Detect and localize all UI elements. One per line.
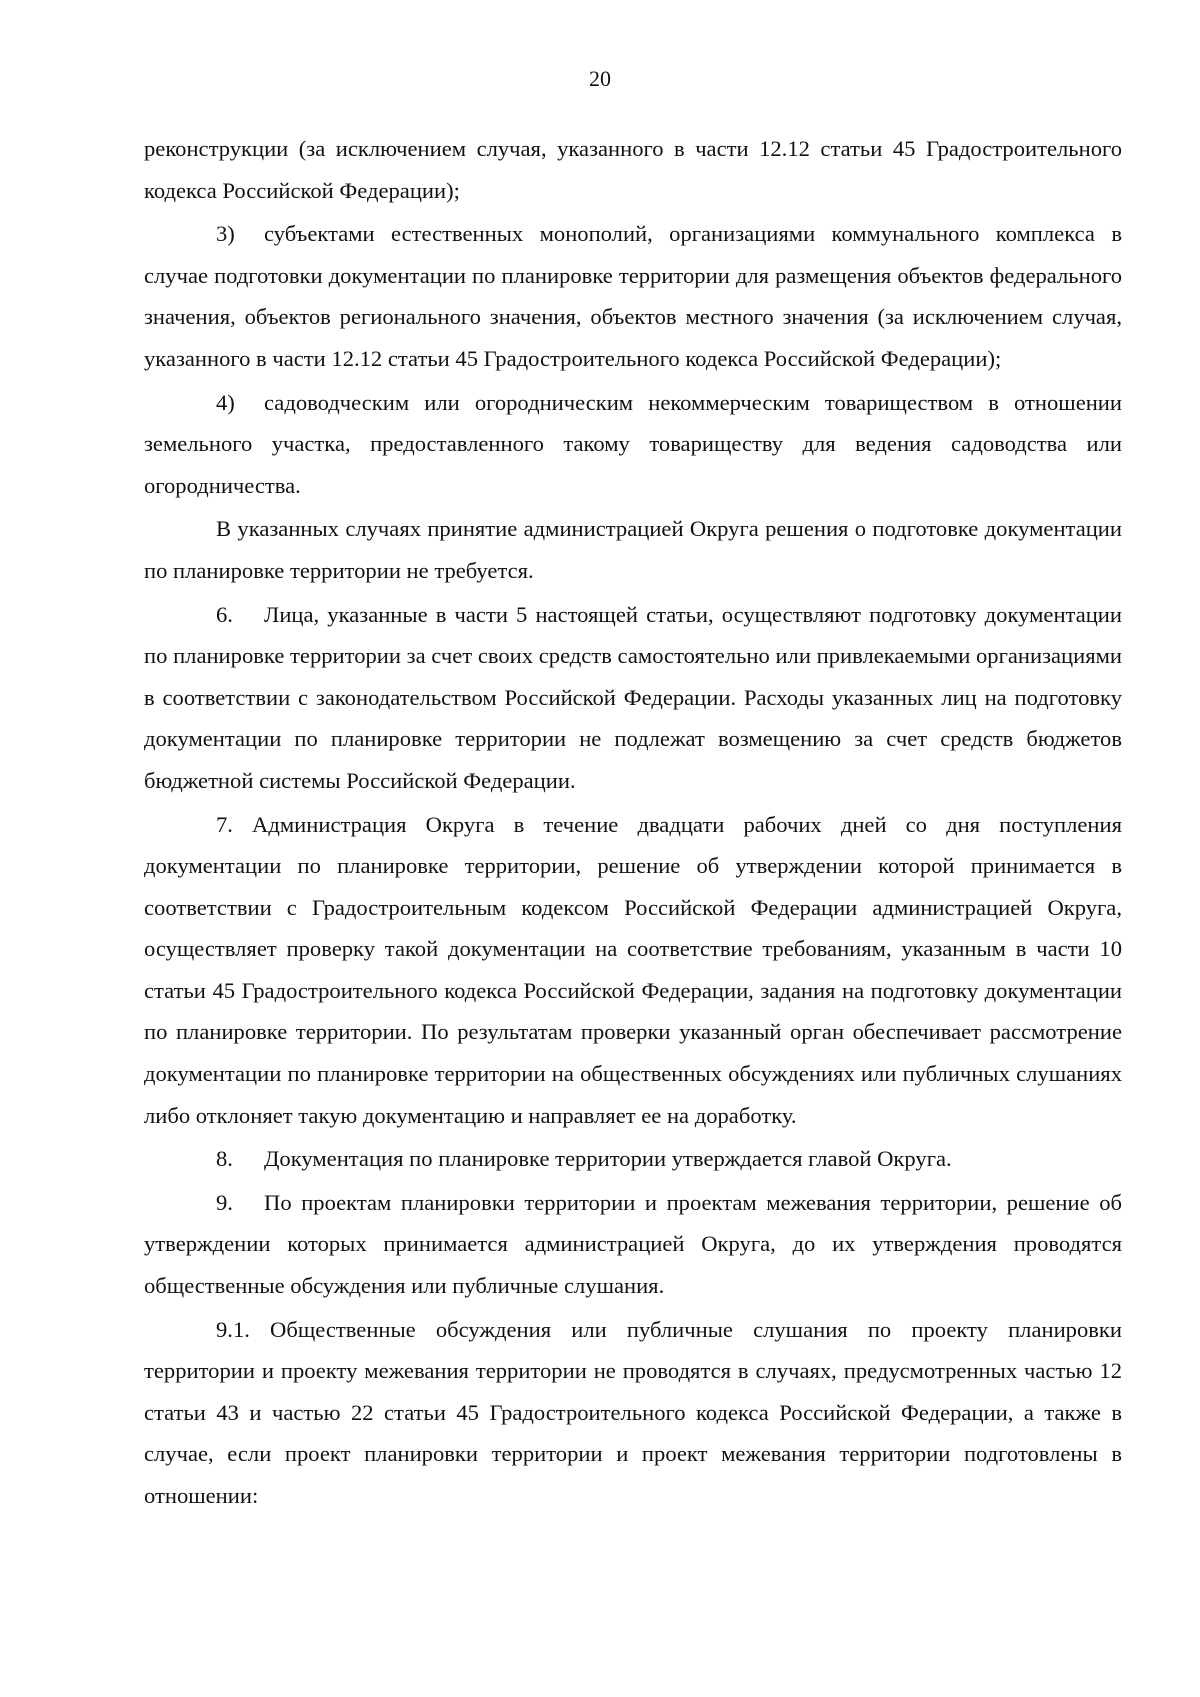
clause-text: По проектам планировки территории и проектам межевания территории, решение об утверждении которых принимается администрацией Округа, до их утверждения проводятся общественные обсуждения или публичные слушания. — [144, 1189, 1122, 1299]
clause-9 — [144, 1182, 1122, 1307]
list-item-number: 3) — [216, 221, 235, 247]
clause-number: 9. — [216, 1189, 233, 1215]
clause-6 — [144, 594, 1122, 802]
list-item-3 — [144, 213, 1122, 379]
clause-text: Лица, указанные в части 5 настоящей статьи, осуществляют подготовку документации по планировке территории за счет своих средств самостоятельно или привлекаемыми организациями в соответствии с законодательством Российской Федерации. Расходы указанных лиц на подготовку документации по планировке территории не подлежат возмещению за счет средств бюджетов бюджетной системы Российской Федерации. — [144, 601, 1122, 793]
clause-text: 9.1. Общественные обсуждения или публичные слушания по проекту планировки территории и проекту межевания территории не проводятся в случаях, предусмотренных частью 12 статьи 43 и частью 22 статьи 45 Градостроительного кодекса Российской Федерации, а также в случае, если проект планировки территории и проект межевания территории подготовлены в отношении: — [144, 1316, 1122, 1508]
list-item-4 — [144, 382, 1122, 507]
paragraph-text: реконструкции (за исключением случая, указанного в части 12.12 статьи 45 Градостроительного кодекса Российской Федерации); — [144, 136, 1122, 203]
paragraph-no-decision-required — [144, 508, 1122, 591]
clause-number: 6. — [216, 601, 233, 627]
document-body — [144, 128, 1122, 1519]
clause-8 — [144, 1138, 1122, 1180]
clause-9-1 — [144, 1309, 1122, 1517]
clause-number: 8. — [216, 1146, 233, 1172]
clause-7 — [144, 804, 1122, 1137]
paragraph-text: В указанных случаях принятие администрацией Округа решения о подготовке документации по планировке территории не требуется. — [144, 516, 1122, 583]
paragraph-continuation — [144, 128, 1122, 211]
clause-text: Документация по планировке территории утверждается главой Округа. — [264, 1146, 952, 1172]
list-item-text: садоводческим или огородническим некоммерческим товариществом в отношении земельного участка, предоставленного такому товариществу для ведения садоводства или огородничества. — [144, 389, 1122, 498]
clause-text: 7. Администрация Округа в течение двадцати рабочих дней со дня поступления документации по планировке территории, решение об утверждении которой принимается в соответствии с Градостроительным кодексом Российской Федерации администрацией Округа, осуществляет проверку такой документации на соответствие требованиям, указанным в части 10 статьи 45 Градостроительного кодекса Российской Федерации, задания на подготовку документации по планировке территории. По результатам проверки указанный орган обеспечивает рассмотрение документации по планировке территории на общественных обсуждениях или публичных слушаниях либо отклоняет такую документацию и направляет ее на доработку. — [144, 811, 1122, 1128]
list-item-number: 4) — [216, 389, 235, 415]
page-number: 20 — [589, 66, 611, 91]
list-item-text: субъектами естественных монополий, организациями коммунального комплекса в случае подготовки документации по планировке территории для размещения объектов федерального значения, объектов регионального значения, объектов местного значения (за исключением случая, указанного в части 12.12 статьи 45 Градостроительного кодекса Российской Федерации); — [144, 221, 1122, 371]
